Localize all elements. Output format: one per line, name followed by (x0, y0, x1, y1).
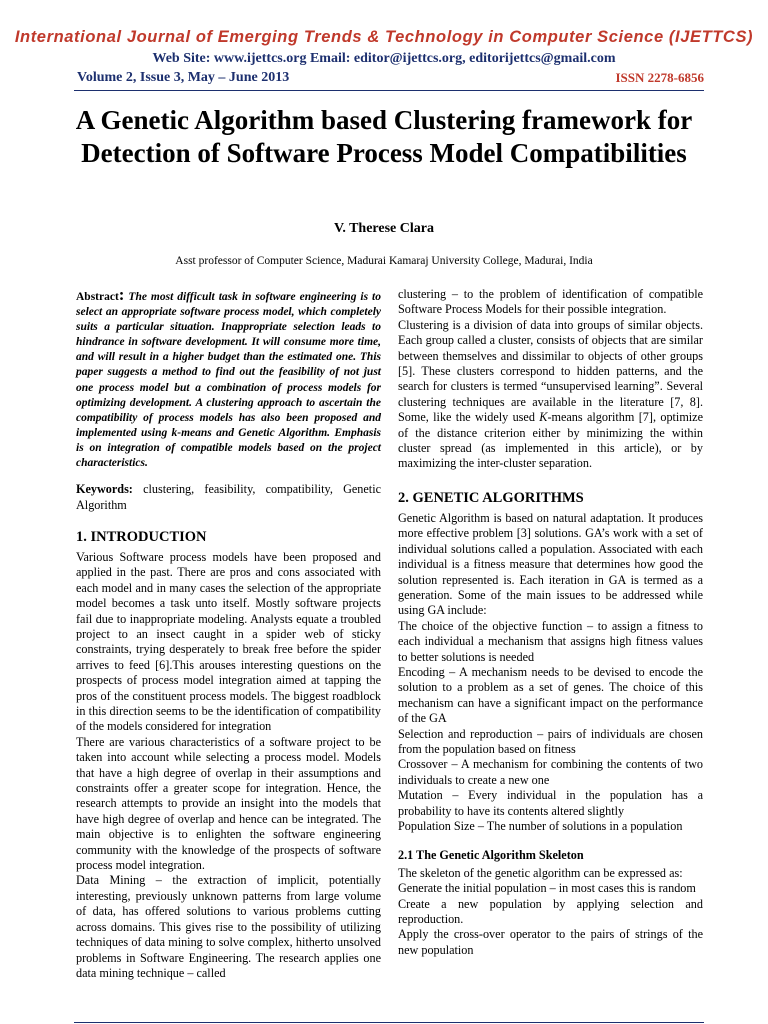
author-name: V. Therese Clara (334, 221, 434, 236)
abstract-paragraph (76, 287, 381, 471)
keywords-paragraph (76, 482, 381, 513)
ga-paragraph: The choice of the objective function – to assign a fitness to each individual a mechanism that assigns high fitness values to better solutions is needed (398, 618, 703, 664)
journal-website-line: Web Site: www.ijettcs.org Email: editor@ijettcs.org, editorijettcs@gmail.com (152, 51, 616, 66)
keywords-text: clustering, feasibility, compatibility, Genetic Algorithm (76, 482, 381, 512)
ga-paragraph: Crossover – A mechanism for combining the contents of two individuals to create a new one (398, 757, 703, 787)
kmeans-k: K (539, 410, 548, 425)
section-heading-genetic-algorithms: 2. GENETIC ALGORITHMS (398, 489, 584, 506)
section-heading-introduction: 1. INTRODUCTION (76, 528, 207, 545)
intro-paragraph: There are various characteristics of a software project to be taken into account while selecting a process model. Models that have a high degree of overlap in their assumptions and constraints offer a greater scope for integration. Hence, the research attempts to provide an insight into the models that have high degree of overlap and hence can be integrated. The main objective is to enlighten the software engineering community with the knowledge of the prospects of software process model integration. (76, 734, 381, 873)
subsection-heading-ga-skeleton: 2.1 The Genetic Algorithm Skeleton (398, 848, 584, 863)
clustering-paragraph (398, 318, 703, 472)
ga-paragraph: Encoding – A mechanism needs to be devised to encode the solution to a problem as a set of genes. The choice of this mechanism can have a significant impact on the performance of the GA (398, 664, 703, 726)
skeleton-paragraph: The skeleton of the genetic algorithm can be expressed as: (398, 865, 683, 880)
skeleton-paragraph: Generate the initial population – in most cases this is random (398, 881, 696, 896)
abstract-label: Abstract (76, 291, 119, 303)
intro-paragraph: Various Software process models have been proposed and applied in the past. There are pros and cons associated with each model and in many cases the selection of the appropriate model becomes a task unto itself. Mostly software projects fail due to inappropriate modeling. Analysts equate a troubled project to an insect caught in a spider web of sticky constraints, trying desperately to break free before the spider arrives to feed [6].This arouses interesting questions on the prospects of process model integration aimed at tapping the pros of the constituent process models. The biggest roadblock in this direction seems to be the identification of compatibility of the models considered for integration (76, 549, 381, 734)
clustering-text-before: Clustering is a division of data into groups of similar objects. Each group called a cluster, consists of objects that are similar between themselves and dissimilar to objects of other groups [5]. These clusters correspond to hidden patterns, and the search for clusters is termed “unsupervised learning”. Several clustering techniques are available in the literature [7, 8]. Some, like the widely used (398, 317, 703, 425)
ga-paragraph: Population Size – The number of solutions in a population (398, 819, 683, 833)
right-column (398, 287, 703, 958)
intro-continued-paragraph: clustering – to the problem of identification of compatible Software Process Models for their possible integration. (398, 287, 703, 317)
skeleton-paragraph: Apply the cross-over operator to the pairs of strings of the new population (398, 927, 703, 957)
ga-paragraph: Genetic Algorithm is based on natural adaptation. It produces more effective problem [3] solutions. GA’s work with a set of individual solutions called a population. Associated with each individual is a fitness measure that determines how good the solution represented is. Each iteration in GA is termed as a generation. Some of the main issues to be addressed while using GA include: (398, 510, 703, 618)
skeleton-paragraph: Create a new population by applying selection and reproduction. (398, 896, 703, 927)
keywords-label: Keywords: (76, 482, 133, 497)
clustering-text-after: -means algorithm [7], optimize of the distance criterion either by minimizing the within cluster spread (as implemented in this article), or by maximizing the inter-cluster separation. (398, 410, 704, 471)
author-affiliation: Asst professor of Computer Science, Madurai Kamaraj University College, Madurai, India (175, 255, 593, 267)
volume-issue-line: Volume 2, Issue 3, May – June 2013 (77, 70, 290, 85)
abstract-colon: : (118, 285, 125, 304)
paper-title: A Genetic Algorithm based Clustering framework for Detection of Software Process Model Compatibilities (75, 105, 693, 168)
issn-label: ISSN 2278-6856 (615, 70, 704, 85)
intro-paragraph: Data Mining – the extraction of implicit, potentially interesting, previously unknown patterns from large volume of data, has offered solutions to various problems cutting across domains. This gives rise to the possibility of utilizing techniques of data mining to solve complex, hitherto unsolved problems in Software Engineering. The research applies one data mining technique – called (76, 873, 381, 980)
journal-title: International Journal of Emerging Trends & Technology in Computer Science (IJETTCS) (14, 28, 754, 46)
ga-paragraph: Selection and reproduction – pairs of individuals are chosen from the population based on fitness (398, 726, 703, 756)
ga-paragraph: Mutation – Every individual in the population has a probability to have its contents altered slightly (398, 788, 703, 818)
footer-divider (74, 1022, 704, 1023)
abstract-text: The most difficult task in software engineering is to select an appropriate software process model, which completely suits a particular situation. Inappropriate selection leads to hindrance in software development. It will consume more time, and will result in a higher budget than the estimated one. This paper suggests a method to find out the feasibility of not just one process model but a combination of process models for optimizing development. A clustering approach to ascertain the compatibility of process models has also been proposed and implemented using k-means and Genetic Algorithm. Emphasis is on integration of compatible models based on the project characteristics. (76, 291, 381, 470)
left-column (76, 287, 381, 981)
header-divider (74, 90, 704, 91)
